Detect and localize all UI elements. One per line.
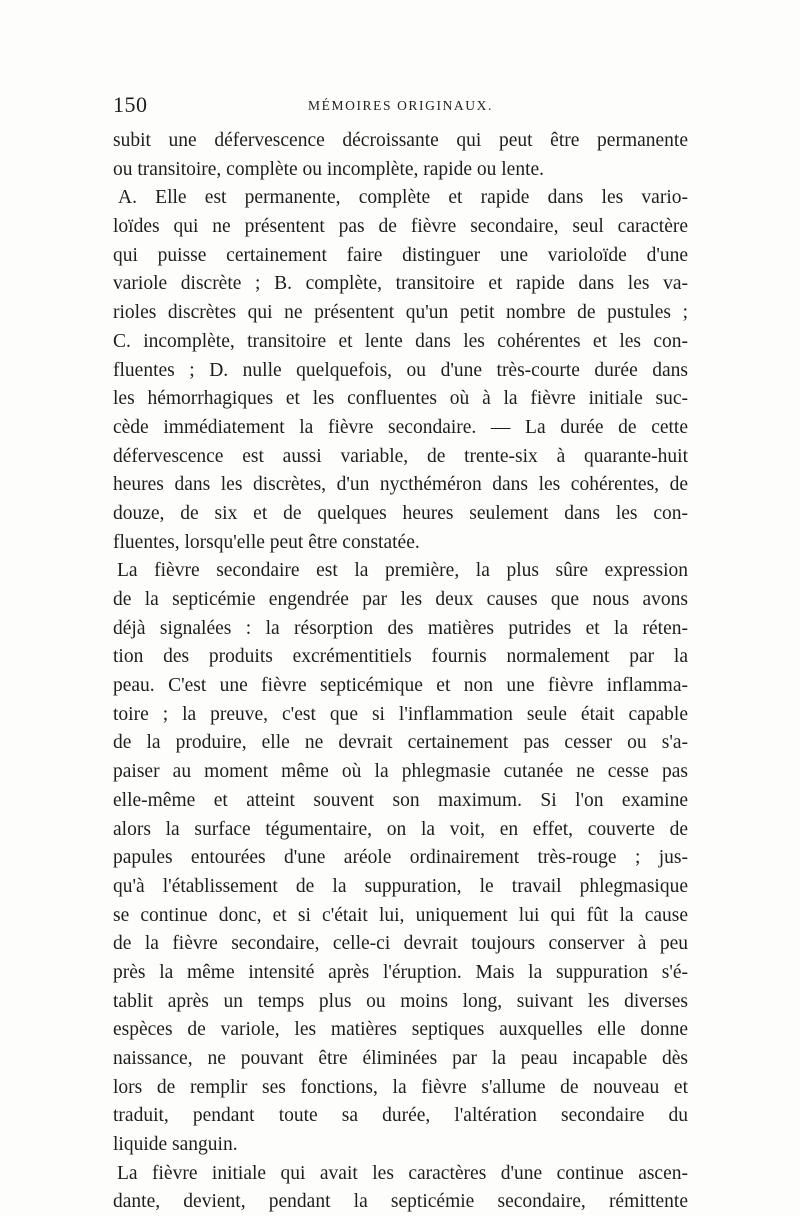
text-line: C. incomplète, transitoire et lente dans les cohérentes et les con- bbox=[113, 330, 688, 352]
text-line: douze, de six et de quelques heures seulement dans les con- bbox=[113, 502, 688, 524]
text-line: se continue donc, et si c'était lui, uniquement lui qui fût la cause bbox=[113, 904, 688, 926]
text-line: près la même intensité après l'éruption. Mais la suppuration s'é- bbox=[113, 961, 688, 983]
text-line: alors la surface tégumentaire, on la voit, en effet, couverte de bbox=[113, 818, 688, 840]
text-line: qui puisse certainement faire distinguer une varioloïde d'une bbox=[113, 244, 688, 266]
running-title: MÉMOIRES ORIGINAUX. bbox=[308, 98, 493, 113]
text-line: déjà signalées : la résorption des matières putrides et la réten- bbox=[113, 617, 688, 639]
body-text bbox=[113, 127, 688, 1217]
text-line: elle-même et atteint souvent son maximum. Si l'on examine bbox=[113, 789, 688, 811]
page-header bbox=[113, 92, 688, 122]
text-line: naissance, ne pouvant être éliminées par la peau incapable dès bbox=[113, 1048, 688, 1069]
text-line: toire ; la preuve, c'est que si l'inflammation seule était capable bbox=[113, 703, 688, 725]
text-line: variole discrète ; B. complète, transitoire et rapide dans les va- bbox=[113, 273, 688, 295]
text-line: qu'à l'établissement de la suppuration, le travail phlegmasique bbox=[113, 875, 688, 897]
text-line: A. Elle est permanente, complète et rapide dans les vario- bbox=[118, 187, 688, 209]
text-line: loïdes qui ne présentent pas de fièvre secondaire, seul caractère bbox=[113, 216, 688, 238]
text-line: La fièvre secondaire est la première, la plus sûre expression bbox=[117, 560, 688, 582]
text-line: défervescence est aussi variable, de trente-six à quarante-huit bbox=[113, 445, 688, 467]
text-line: subit une défervescence décroissante qui peut être permanente bbox=[113, 130, 688, 151]
text-line: papules entourées d'une aréole ordinairement très-rouge ; jus- bbox=[113, 847, 688, 869]
text-line: heures dans les discrètes, d'un nycthéméron dans les cohérentes, de bbox=[113, 474, 688, 496]
text-line: traduit, pendant toute sa durée, l'altération secondaire du bbox=[113, 1105, 688, 1127]
text-line: paiser au moment même où la phlegmasie cutanée ne cesse pas bbox=[113, 761, 688, 783]
text-line: espèces de variole, les matières septiques auxquelles elle donne bbox=[113, 1019, 688, 1041]
text-line: dante, devient, pendant la septicémie secondaire, rémittente bbox=[113, 1191, 688, 1213]
text-line: peau. C'est une fièvre septicémique et non une fièvre inflamma- bbox=[113, 675, 688, 697]
text-line: lors de remplir ses fonctions, la fièvre s'allume de nouveau et bbox=[113, 1076, 688, 1098]
text-line: de la fièvre secondaire, celle-ci devrait toujours conserver à peu bbox=[113, 933, 688, 955]
text-line: rioles discrètes qui ne présentent qu'un petit nombre de pustules ; bbox=[113, 302, 688, 324]
text-line: cède immédiatement la fièvre secondaire. — La durée de cette bbox=[113, 416, 688, 438]
text-line: fluentes ; D. nulle quelquefois, ou d'une très-courte durée dans bbox=[113, 359, 688, 381]
text-line: fluentes, lorsqu'elle peut être constatée. bbox=[113, 531, 420, 553]
text-line: de la septicémie engendrée par les deux causes que nous avons bbox=[113, 589, 688, 610]
text-line: ou transitoire, complète ou incomplète, rapide ou lente. bbox=[113, 158, 545, 180]
text-line: tion des produits excrémentitiels fournis normalement par la bbox=[113, 646, 688, 668]
text-line: les hémorrhagiques et les confluentes où à la fièvre initiale suc- bbox=[113, 388, 688, 410]
text-line: liquide sanguin. bbox=[113, 1134, 238, 1156]
text-line: La fièvre initiale qui avait les caractères d'une continue ascen- bbox=[117, 1162, 688, 1184]
text-line: de la produire, elle ne devrait certainement pas cesser ou s'a- bbox=[113, 732, 688, 754]
text-line: tablit après un temps plus ou moins long, suivant les diverses bbox=[113, 990, 688, 1012]
page-number: 150 bbox=[113, 92, 148, 117]
